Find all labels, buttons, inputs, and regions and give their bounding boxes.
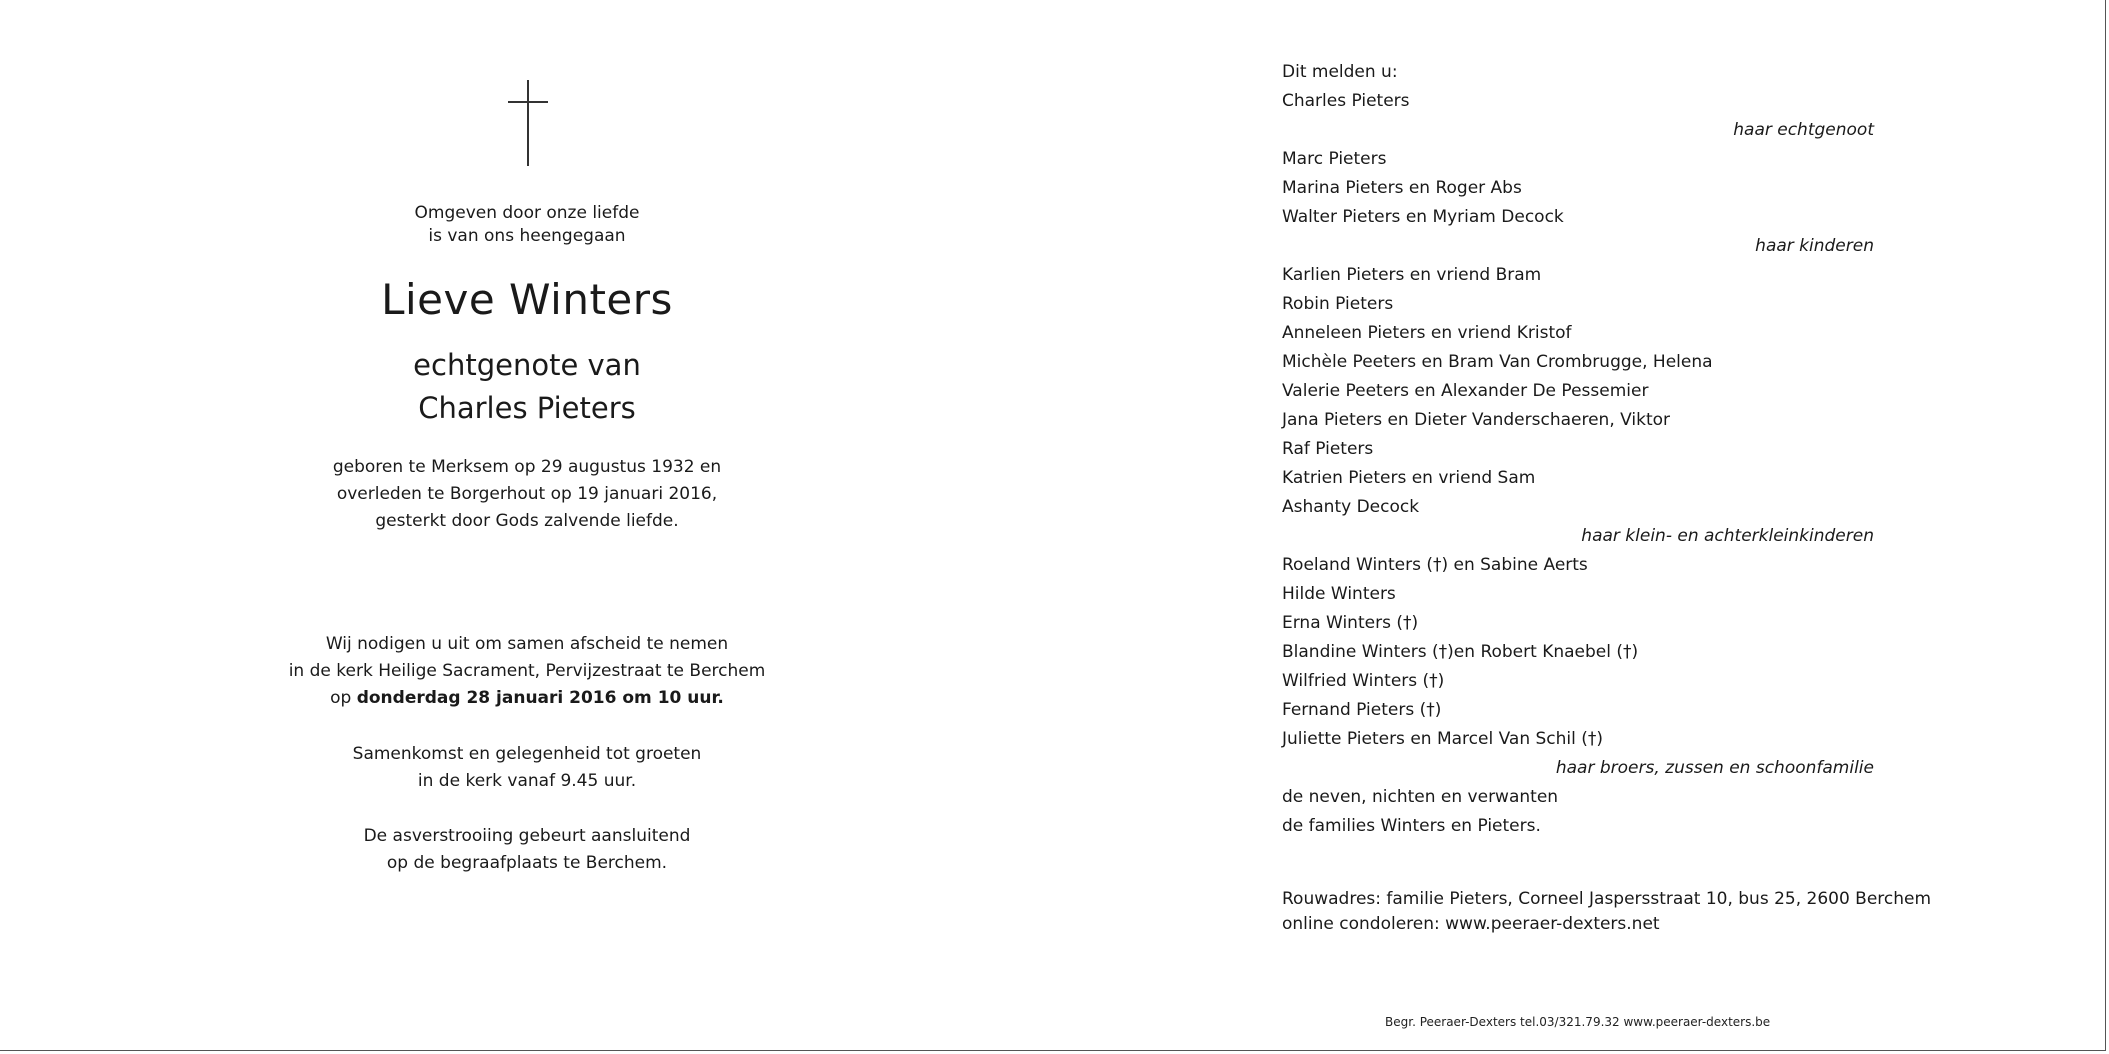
funeral-home-footer: Begr. Peeraer-Dexters tel.03/321.79.32 www.peeraer-dexters.be	[1385, 1015, 1771, 1029]
intro-text	[227, 202, 827, 248]
family-announcement	[1282, 58, 1874, 841]
announcement-header: Dit melden u:	[1282, 62, 1398, 82]
spouse-line: echtgenote van	[413, 348, 641, 382]
contact-info	[1282, 887, 1932, 937]
relation-label: haar echtgenoot	[1733, 120, 1874, 140]
family-member: Blandine Winters (†)en Robert Knaebel (†)	[1282, 642, 1639, 662]
bio-line: geboren te Merksem op 29 augustus 1932 en	[332, 457, 722, 477]
family-member: Jana Pieters en Dieter Vanderschaeren, Viktor	[1282, 410, 1671, 430]
bio-line: overleden te Borgerhout op 19 januari 2016,	[336, 484, 718, 504]
deceased-name: Lieve Winters	[381, 275, 673, 324]
relatives-line: de neven, nichten en verwanten	[1282, 787, 1559, 807]
invite-line: in de kerk Heilige Sacrament, Pervijzestraat te Berchem	[288, 661, 766, 681]
cross-icon	[508, 80, 548, 166]
gather-line: Samenkomst en gelegenheid tot groeten	[352, 744, 702, 764]
gathering-info	[227, 741, 827, 795]
spouse-line: Charles Pieters	[418, 391, 636, 425]
relation-label: haar broers, zussen en schoonfamilie	[1555, 758, 1874, 778]
family-member: Hilde Winters	[1282, 584, 1396, 604]
family-member: Robin Pieters	[1282, 294, 1394, 314]
gather-line: in de kerk vanaf 9.45 uur.	[417, 771, 637, 791]
relation-label: haar klein- en achterkleinkinderen	[1581, 526, 1874, 546]
invite-line: Wij nodigen u uit om samen afscheid te nemen	[325, 634, 729, 654]
family-member: Karlien Pieters en vriend Bram	[1282, 265, 1542, 285]
intro-line: is van ons heengegaan	[428, 226, 626, 246]
family-member: Walter Pieters en Myriam Decock	[1282, 207, 1564, 227]
family-member: Ashanty Decock	[1282, 497, 1420, 517]
funeral-invitation	[227, 631, 827, 712]
relation-label: haar kinderen	[1755, 236, 1874, 256]
family-member: Michèle Peeters en Bram Van Crombrugge, Helena	[1282, 352, 1713, 372]
bio-line: gesterkt door Gods zalvende liefde.	[375, 511, 679, 531]
online-condolence-link[interactable]: online condoleren: www.peeraer-dexters.net	[1282, 914, 1660, 934]
page-border-right	[2105, 0, 2106, 1051]
birth-death-info	[227, 454, 827, 535]
family-member: Roeland Winters (†) en Sabine Aerts	[1282, 555, 1588, 575]
scatter-line: op de begraafplaats te Berchem.	[386, 853, 668, 873]
relatives-line: de families Winters en Pieters.	[1282, 816, 1541, 836]
scatter-line: De asverstrooiing gebeurt aansluitend	[363, 826, 691, 846]
family-member: Charles Pieters	[1282, 91, 1410, 111]
page-border-bottom	[0, 1050, 2106, 1051]
family-member: Katrien Pieters en vriend Sam	[1282, 468, 1536, 488]
funeral-date: donderdag 28 januari 2016 om 10 uur.	[356, 688, 724, 708]
ash-scattering-info	[227, 823, 827, 877]
mourning-address: Rouwadres: familie Pieters, Corneel Jaspersstraat 10, bus 25, 2600 Berchem	[1282, 889, 1932, 909]
spouse-heading	[227, 344, 827, 430]
family-member: Wilfried Winters (†)	[1282, 671, 1445, 691]
invite-date-prefix: op	[330, 688, 357, 708]
family-member: Anneleen Pieters en vriend Kristof	[1282, 323, 1572, 343]
family-member: Fernand Pieters (†)	[1282, 700, 1442, 720]
family-member: Juliette Pieters en Marcel Van Schil (†)	[1282, 729, 1604, 749]
invite-date-line	[227, 685, 827, 712]
family-member: Raf Pieters	[1282, 439, 1374, 459]
family-member: Marc Pieters	[1282, 149, 1387, 169]
intro-line: Omgeven door onze liefde	[414, 203, 640, 223]
family-member: Valerie Peeters en Alexander De Pessemier	[1282, 381, 1649, 401]
family-member: Marina Pieters en Roger Abs	[1282, 178, 1522, 198]
family-member: Erna Winters (†)	[1282, 613, 1419, 633]
